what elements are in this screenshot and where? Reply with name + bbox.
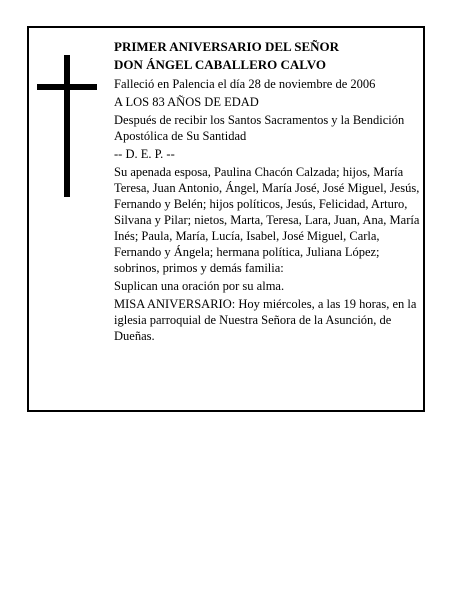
- cross-vertical-bar: [64, 55, 70, 197]
- notice-title-line-2: DON ÁNGEL CABALLERO CALVO: [114, 57, 326, 72]
- notice-title-line-1: PRIMER ANIVERSARIO DEL SEÑOR: [114, 39, 340, 54]
- mass-paragraph: MISA ANIVERSARIO: Hoy miércoles, a las 19 horas, en la iglesia parroquial de Nuestra Señora de la Asunción, de Dueñas.: [114, 297, 417, 343]
- rip-line: -- D. E. P. --: [114, 147, 175, 161]
- age-line: A LOS 83 AÑOS DE EDAD: [114, 95, 259, 109]
- death-date-line: Falleció en Palencia el día 28 de noviembre de 2006: [114, 77, 376, 91]
- prayer-line: Suplican una oración por su alma.: [114, 279, 285, 293]
- notice-text: [114, 38, 422, 344]
- sacraments-paragraph: Después de recibir los Santos Sacramentos y la Bendición Apostólica de Su Santidad: [114, 113, 405, 143]
- cross-horizontal-bar: [37, 84, 97, 90]
- family-paragraph: Su apenada esposa, Paulina Chacón Calzada; hijos, María Teresa, Juan Antonio, Ángel, María José, José Miguel, Jesús, Fernando y Belén; hijos políticos, Jesús, Felicidad, Arturo, Silvana y Pilar; nietos, Marta, Teresa, Lara, Juan, Ana, María Inés; Paula, María, Lucía, Isabel, José Miguel, Carla, Fernando y Ángela; hermana política, Juliana López; sobrinos, primos y demás familia:: [114, 165, 420, 275]
